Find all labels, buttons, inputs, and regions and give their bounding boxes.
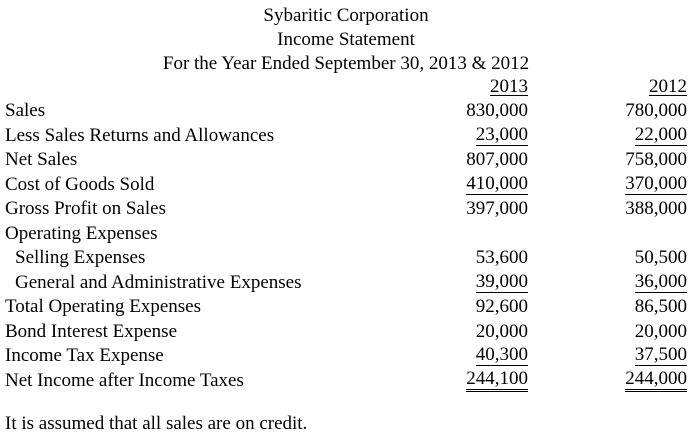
value-2012: 780,000 (625, 100, 687, 121)
value-2012: 50,500 (634, 247, 687, 268)
row-cost-of-goods-sold (0, 173, 692, 198)
value-2013: 40,300 (475, 344, 528, 365)
row-selling-expenses (0, 246, 692, 271)
value-2012: 370,000 (625, 172, 687, 194)
row-gross-profit (0, 197, 692, 222)
value-2012: 36,000 (634, 270, 687, 292)
row-sales-returns (0, 124, 692, 149)
row-net-income (0, 369, 692, 394)
row-income-tax (0, 344, 692, 369)
row-operating-expenses-heading (0, 222, 692, 247)
row-label: Sales (5, 100, 46, 121)
value-2013: 92,600 (475, 296, 528, 317)
row-label: Total Operating Expenses (5, 296, 202, 317)
row-label: Selling Expenses (15, 247, 146, 268)
value-2013: 410,000 (466, 172, 528, 194)
row-sales (0, 99, 692, 124)
value-2012: 86,500 (634, 296, 687, 317)
row-general-administrative (0, 271, 692, 296)
row-label: Cost of Goods Sold (5, 173, 155, 195)
value-2012: 244,000 (625, 369, 687, 392)
row-label: Operating Expenses (5, 222, 158, 244)
company-name: Sybaritic Corporation (263, 5, 429, 26)
value-2012: 758,000 (625, 149, 687, 170)
value-2013: 20,000 (475, 320, 528, 342)
row-label: General and Administrative Expenses (15, 271, 302, 293)
value-2013: 830,000 (466, 100, 528, 121)
row-label: Less Sales Returns and Allowances (5, 124, 275, 146)
row-bond-interest (0, 320, 692, 345)
value-2013: 807,000 (466, 149, 528, 170)
value-2012: 20,000 (634, 320, 687, 342)
column-header-2012: 2012 (649, 76, 687, 97)
value-2012: 388,000 (625, 198, 687, 219)
statement-title: Income Statement (277, 29, 415, 50)
value-2013: 23,000 (475, 123, 528, 145)
value-2012: 22,000 (634, 123, 687, 145)
statement-period: For the Year Ended September 30, 2013 & 2012 (162, 53, 530, 74)
row-label: Net Income after Income Taxes (5, 369, 244, 391)
value-2013: 397,000 (466, 198, 528, 219)
row-label: Bond Interest Expense (5, 320, 178, 342)
row-label: Gross Profit on Sales (5, 198, 166, 219)
row-label: Income Tax Expense (5, 345, 164, 366)
column-header-2013: 2013 (490, 76, 528, 97)
value-2013: 53,600 (475, 247, 528, 268)
value-2012: 37,500 (634, 344, 687, 365)
row-label: Net Sales (5, 149, 78, 170)
footnote: It is assumed that all sales are on credit. (5, 413, 308, 434)
value-2013: 244,100 (466, 369, 528, 392)
row-net-sales (0, 148, 692, 173)
value-2013: 39,000 (475, 270, 528, 292)
row-total-operating-expenses (0, 295, 692, 320)
